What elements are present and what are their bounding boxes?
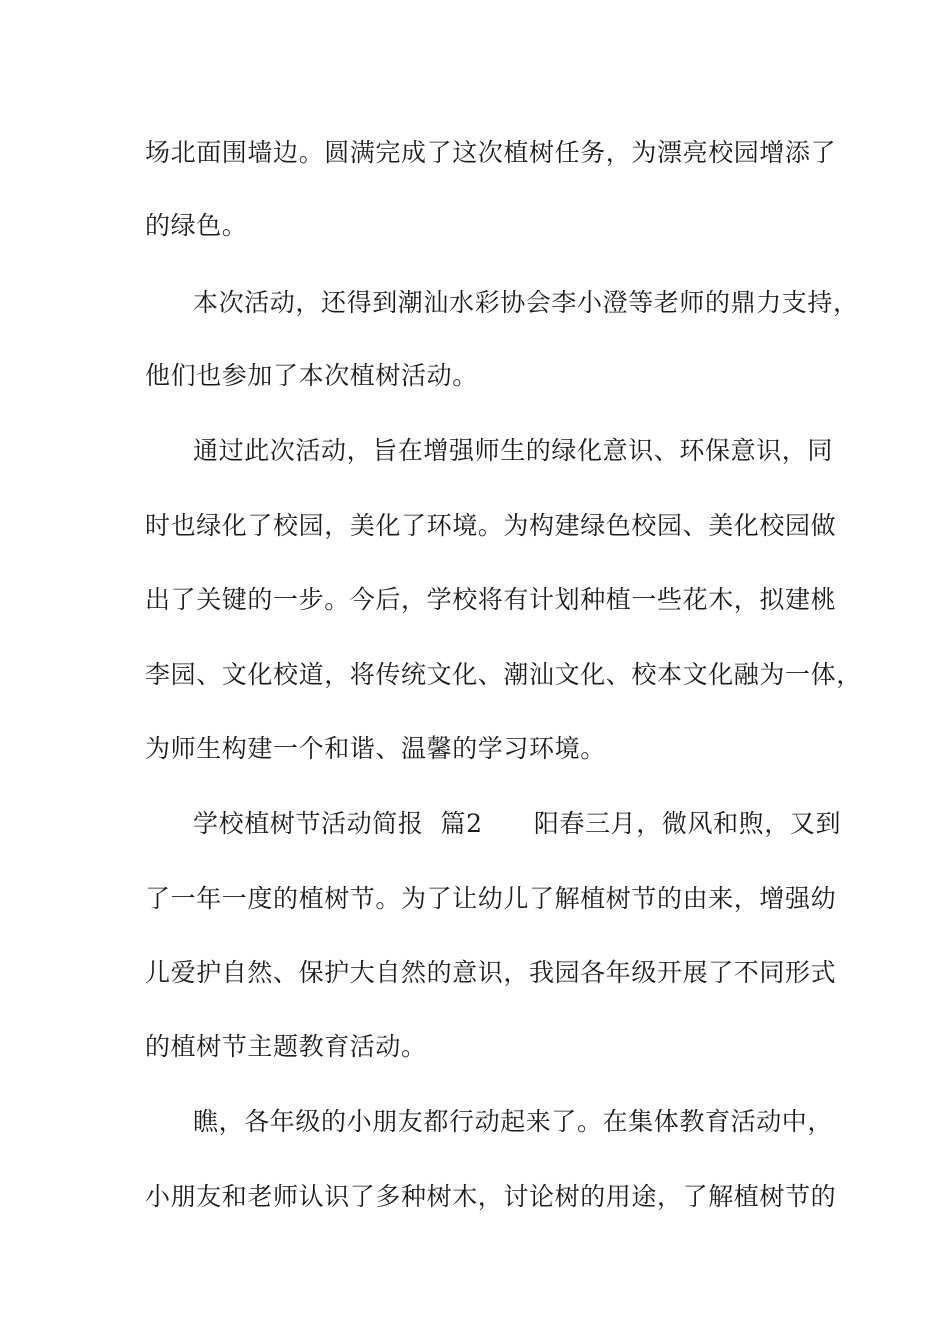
text-line: 为师生构建一个和谐、温馨的学习环境。: [145, 734, 606, 763]
text-line: 出了关键的一步。今后，学校将有计划种植一些花木，拟建桃: [145, 585, 837, 614]
text-line: 他们也参加了本次植树活动。: [145, 361, 478, 390]
text-line: 的植树节主题教育活动。: [145, 1032, 427, 1061]
text-line: 时也绿化了校园，美化了环境。为构建绿色校园、美化校园做: [145, 511, 837, 540]
text-line: 场北面围墙边。圆满完成了这次植树任务，为漂亮校园增添了: [145, 138, 837, 167]
paragraph-start-line: 瞧，各年级的小朋友都行动起来了。在集体教育活动中，: [193, 1107, 834, 1136]
text-line: 儿爱护自然、保护大自然的意识，我园各年级开展了不同形式: [145, 958, 837, 987]
paragraph-start-line: 通过此次活动，旨在增强师生的绿化意识、环保意识，同: [193, 436, 834, 465]
text-line: 李园、文化校道，将传统文化、潮汕文化、校本文化融为一体，: [145, 660, 862, 689]
text-line: 小朋友和老师认识了多种树木，讨论树的用途，了解植树节的: [145, 1182, 837, 1211]
text-line: 了一年一度的植树节。为了让幼儿了解植树节的由来，增强幼: [145, 884, 837, 913]
paragraph-start-line: 本次活动，还得到潮汕水彩协会李小澄等老师的鼎力支持，: [193, 288, 859, 317]
text-line: 的绿色。: [145, 211, 248, 240]
section-heading-line: 学校植树节活动简报 篇2 阳春三月，微风和煦，又到: [193, 809, 842, 838]
